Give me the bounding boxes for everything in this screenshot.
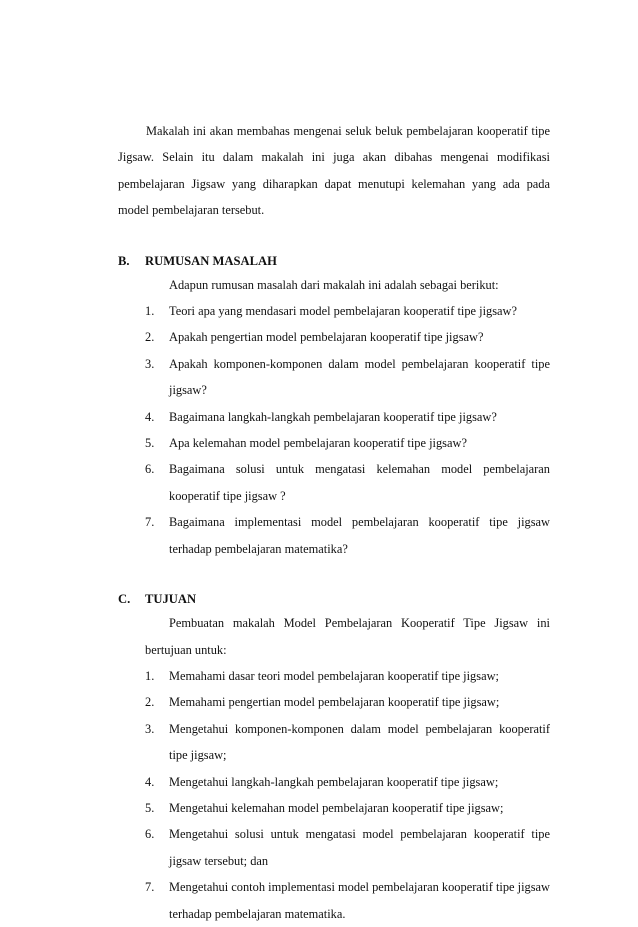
list-number: 2. [145,330,155,345]
list-text: Memahami dasar teori model pembelajaran kooperatif tipe jigsaw; [169,668,499,683]
section-letter: B. [118,253,130,268]
section-heading [118,250,550,272]
list-number: 1. [145,304,155,319]
document-page [118,118,550,927]
list-number: 7. [145,880,155,895]
intro-paragraph: Makalah ini akan membahas mengenai seluk beluk pembelajaran kooperatif tipe Jigsaw. Selain itu dalam makalah ini juga akan dibahas mengenai modifikasi pembelajaran Jigsaw yang diharapkan dapat menutupi kelemahan yang ada pada model pembelajaran tersebut. [118,124,550,218]
section-intro: Pembuatan makalah Model Pembelajaran Kooperatif Tipe Jigsaw ini bertujuan untuk: [145,616,550,657]
list-number: 3. [145,721,155,736]
list-number: 5. [145,436,155,451]
list-item [145,298,550,324]
list-number: 6. [145,827,155,842]
list-number: 1. [145,668,155,683]
list-number: 7. [145,515,155,530]
objective-list [118,663,550,927]
list-item [145,663,550,689]
list-text: Mengetahui kelemahan model pembelajaran kooperatif tipe jigsaw; [169,800,504,815]
list-text: Bagaimana langkah-langkah pembelajaran kooperatif tipe jigsaw? [169,409,497,424]
list-text: Memahami pengertian model pembelajaran kooperatif tipe jigsaw; [169,695,500,710]
list-text: Apakah komponen-komponen dalam model pembelajaran kooperatif tipe jigsaw? [169,356,550,398]
problem-list [118,298,550,562]
section-title: RUMUSAN MASALAH [145,253,277,268]
list-number: 4. [145,774,155,789]
list-item [145,324,550,350]
list-item [145,795,550,821]
section-rumusan-masalah [118,250,550,562]
list-text: Mengetahui komponen-komponen dalam model pembelajaran kooperatif tipe jigsaw; [169,721,550,763]
list-text: Mengetahui contoh implementasi model pembelajaran kooperatif tipe jigsaw terhadap pembelajaran matematika. [169,880,550,921]
section-title: TUJUAN [145,592,197,607]
list-text: Apakah pengertian model pembelajaran kooperatif tipe jigsaw? [169,330,484,345]
list-item [145,716,550,769]
list-number: 2. [145,695,155,710]
list-text: Bagaimana implementasi model pembelajaran kooperatif tipe jigsaw terhadap pembelajaran matematika? [169,515,550,556]
list-item [145,509,550,562]
list-item [145,874,550,927]
list-number: 5. [145,800,155,815]
list-text: Teori apa yang mendasari model pembelajaran kooperatif tipe jigsaw? [169,304,517,319]
list-text: Apa kelemahan model pembelajaran kooperatif tipe jigsaw? [169,436,467,451]
list-item [145,821,550,874]
section-heading [118,588,550,610]
list-item [145,351,550,404]
section-letter: C. [118,592,131,607]
list-number: 4. [145,409,155,424]
list-item [145,769,550,795]
list-text: Mengetahui solusi untuk mengatasi model pembelajaran kooperatif tipe jigsaw tersebut; dan [169,827,550,868]
list-text: Bagaimana solusi untuk mengatasi kelemahan model pembelajaran kooperatif tipe jigsaw ? [169,462,550,503]
list-item [145,430,550,456]
list-number: 6. [145,462,155,477]
list-text: Mengetahui langkah-langkah pembelajaran kooperatif tipe jigsaw; [169,774,499,789]
section-intro: Adapun rumusan masalah dari makalah ini adalah sebagai berikut: [169,277,499,292]
list-number: 3. [145,356,155,371]
list-item [145,404,550,430]
section-tujuan [118,588,550,927]
list-item [145,456,550,509]
list-item [145,689,550,715]
